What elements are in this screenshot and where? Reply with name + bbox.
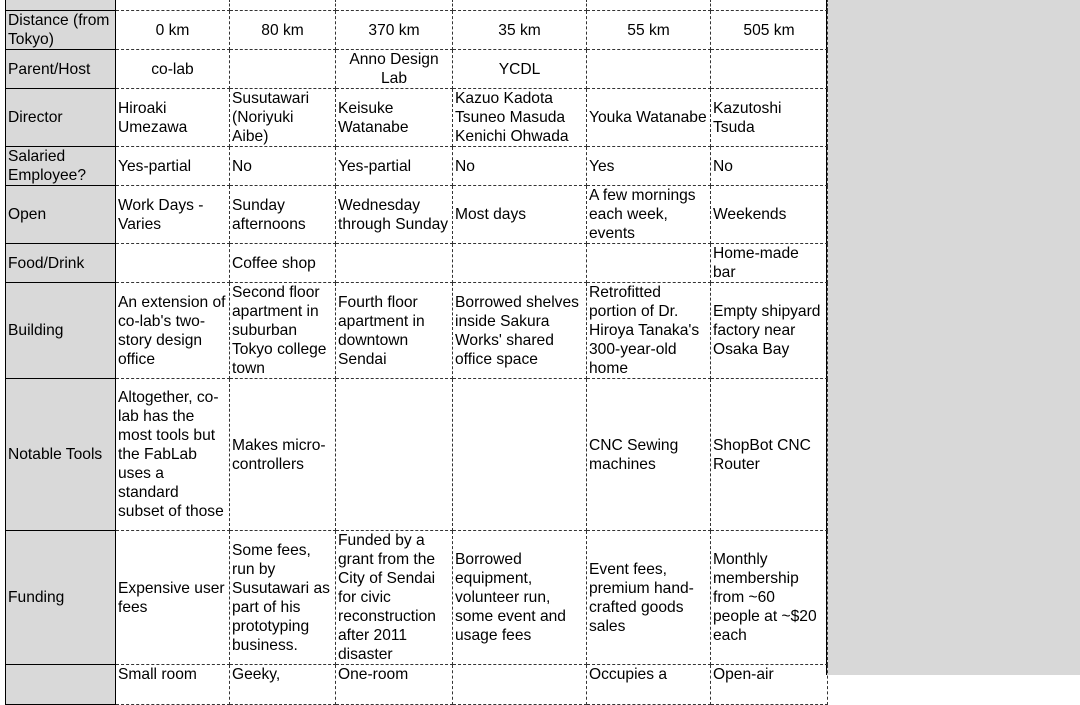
table-row-salaried [6,147,828,186]
table-cell-distance-3: 370 km [336,11,453,50]
row-label-cell [6,0,116,11]
table-cell [453,0,587,11]
table-cell-distance-5: 55 km [587,11,711,50]
table-cell-space-4 [453,665,587,705]
table-cell-tools-4 [453,379,587,531]
table-cell-building-5: Retrofitted portion of Dr. Hiroya Tanaka's 300-year-old home [587,283,711,379]
row-label-funding: Funding [6,531,116,665]
table-cell-building-4: Borrowed shelves inside Sakura Works' shared office space [453,283,587,379]
row-label-space [6,665,116,705]
row-label-food: Food/Drink [6,244,116,283]
row-label-salaried: Salaried Employee? [6,147,116,186]
table-cell-building-1: An extension of co-lab's two-story design office [116,283,230,379]
table-row-director [6,89,828,147]
table-cell-salaried-3: Yes-partial [336,147,453,186]
table-cell-food-6: Home-made bar [711,244,828,283]
table-row-funding [6,531,828,665]
table-cell-director-2: Susutawari (Noriyuki Aibe) [230,89,336,147]
table-cell-open-2: Sunday afternoons [230,186,336,244]
table-cell-salaried-1: Yes-partial [116,147,230,186]
table-cell-food-1 [116,244,230,283]
table-cell [116,0,230,11]
side-panel [827,0,1080,675]
row-label-director: Director [6,89,116,147]
table-cell-parent-5 [587,50,711,89]
row-label-distance: Distance (from Tokyo) [6,11,116,50]
table-cell-space-5: Occupies a [587,665,711,705]
row-label-open: Open [6,186,116,244]
table-cell-director-1: Hiroaki Umezawa [116,89,230,147]
table-row-parent [6,50,828,89]
table-cell-food-2: Coffee shop [230,244,336,283]
table-cell-space-2: Geeky, [230,665,336,705]
table-cell-space-3: One-room [336,665,453,705]
table-row-building [6,283,828,379]
table-cell-funding-5: Event fees, premium hand-crafted goods sales [587,531,711,665]
table-cell-parent-2 [230,50,336,89]
table-cell-food-4 [453,244,587,283]
table-cell-salaried-2: No [230,147,336,186]
table-row-open [6,186,828,244]
row-label-building: Building [6,283,116,379]
table-cell-open-5: A few mornings each week, events [587,186,711,244]
table-row-tools [6,379,828,531]
table-cell-tools-5: CNC Sewing machines [587,379,711,531]
table-cell-tools-1: Altogether, co-lab has the most tools but the FabLab uses a standard subset of those [116,379,230,531]
table-cell-salaried-4: No [453,147,587,186]
table-cell-parent-6 [711,50,828,89]
table-cell-open-1: Work Days - Varies [116,186,230,244]
table-cell-funding-6: Monthly membership from ~60 people at ~$20 each [711,531,828,665]
table-row-space [6,665,828,705]
table-cell [230,0,336,11]
table-cell-open-6: Weekends [711,186,828,244]
fablab-comparison-table [5,0,828,705]
table-cell-distance-6: 505 km [711,11,828,50]
table-cell-director-4: Kazuo Kadota Tsuneo Masuda Kenichi Ohwada [453,89,587,147]
table-cell [336,0,453,11]
table-cell-building-6: Empty shipyard factory near Osaka Bay [711,283,828,379]
table-cell-salaried-5: Yes [587,147,711,186]
table-cell-funding-1: Expensive user fees [116,531,230,665]
table-cell-space-1: Small room [116,665,230,705]
table-cell-parent-3: Anno Design Lab [336,50,453,89]
table-cell-distance-2: 80 km [230,11,336,50]
table-row-food [6,244,828,283]
table-cell-building-3: Fourth floor apartment in downtown Sendai [336,283,453,379]
table-cell [587,0,711,11]
table-cell-director-6: Kazutoshi Tsuda [711,89,828,147]
table-cell-space-6: Open-air [711,665,828,705]
table-cell-tools-2: Makes micro-controllers [230,379,336,531]
table-cell-tools-6: ShopBot CNC Router [711,379,828,531]
table-cell-funding-2: Some fees, run by Susutawari as part of his prototyping business. [230,531,336,665]
table-cell-salaried-6: No [711,147,828,186]
table-cell-funding-4: Borrowed equipment, volunteer run, some event and usage fees [453,531,587,665]
table-cell-parent-1: co-lab [116,50,230,89]
table-row-partial-top [6,0,828,11]
table-cell-building-2: Second floor apartment in suburban Tokyo college town [230,283,336,379]
table-cell-director-5: Youka Watanabe [587,89,711,147]
table-cell-food-5 [587,244,711,283]
table-cell-food-3 [336,244,453,283]
table-cell-tools-3 [336,379,453,531]
row-label-tools: Notable Tools [6,379,116,531]
table-cell [711,0,828,11]
table-cell-distance-1: 0 km [116,11,230,50]
table-cell-funding-3: Funded by a grant from the City of Sendai for civic reconstruction after 2011 disaster [336,531,453,665]
table-cell-open-4: Most days [453,186,587,244]
table-cell-parent-4: YCDL [453,50,587,89]
table-row-distance [6,11,828,50]
table-cell-distance-4: 35 km [453,11,587,50]
table-cell-open-3: Wednesday through Sunday [336,186,453,244]
table-cell-director-3: Keisuke Watanabe [336,89,453,147]
row-label-parent: Parent/Host [6,50,116,89]
